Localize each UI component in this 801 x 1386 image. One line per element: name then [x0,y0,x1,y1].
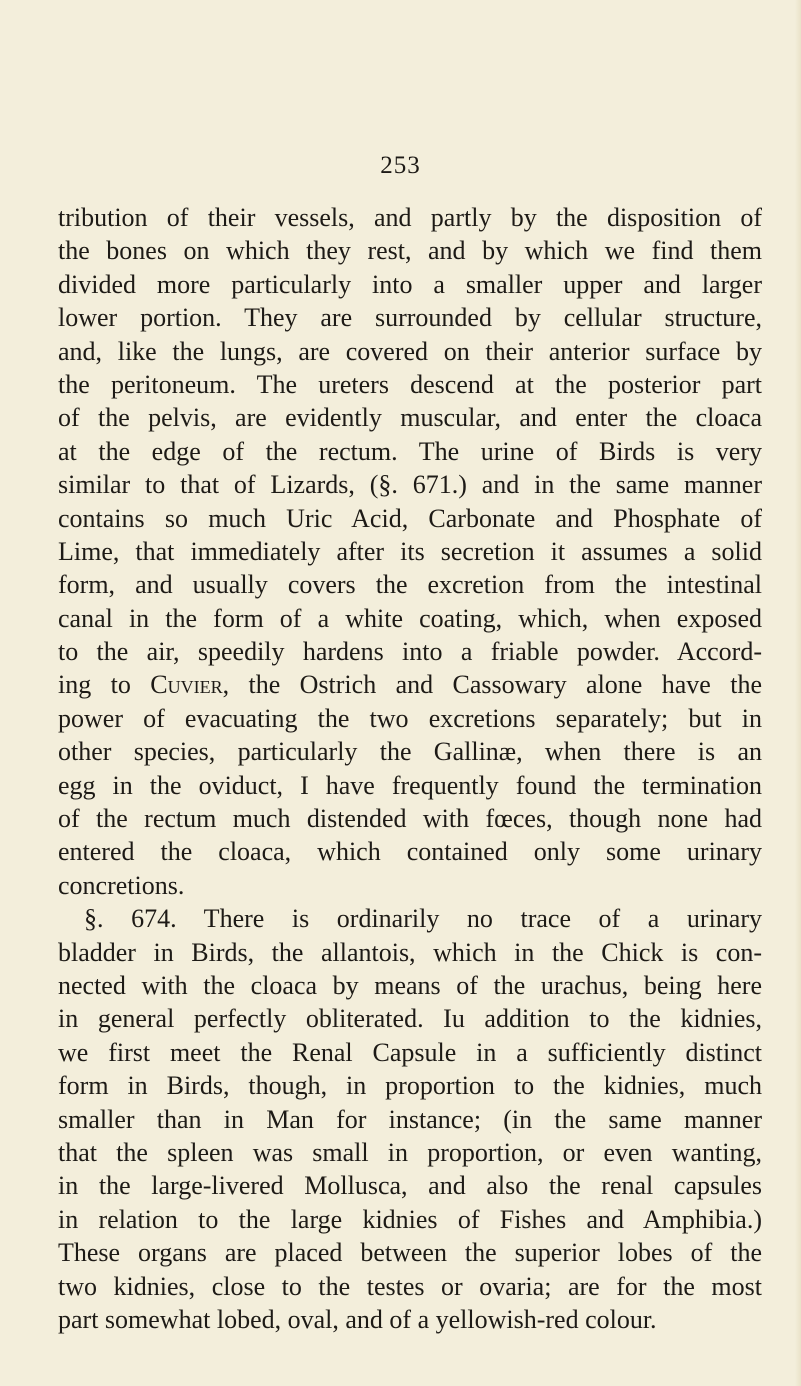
text-line: entered the cloaca, which contained only some urinary [58,837,762,867]
text-line: divided more particularly into a smaller upper and larger [58,269,762,299]
text-line: similar to that of Lizards, (§. 671.) and in the same manner [58,470,762,500]
text-line: smaller than in Man for instance; (in the same manner [58,1104,762,1134]
text-line: tribution of their vessels, and partly by the disposition of [58,203,762,232]
text-line: nected with the cloaca by means of the urachus, being here [58,970,762,1000]
text-line: of the rectum much distended with fœces, though none had [58,804,762,834]
text-line: in the large-livered Mollusca, and also the renal capsules [58,1171,762,1201]
line-suffix: , the Ostrich and Cassowary alone have the [222,670,762,700]
text-line: other species, particularly the Gallinæ, when there is an [58,737,762,767]
text-line: power of evacuating the two excretions separately; but in [58,703,762,733]
text-line: that the spleen was small in proportion, or even wanting, [58,1137,762,1167]
text-line: the bones on which they rest, and by which we find them [58,236,762,266]
author-name-cuvier: Cuvier [150,670,223,700]
text-line: in relation to the large kidnies of Fishes and Amphibia.) [58,1204,762,1234]
text-line: at the edge of the rectum. The urine of Birds is very [58,436,762,466]
text-line-final: part somewhat lobed, oval, and of a yellowish-red colour. [58,1304,657,1334]
text-line: and, like the lungs, are covered on their anterior surface by [58,336,762,366]
body-text [58,201,762,1336]
text-line: in general perfectly obliterated. Iu addition to the kidnies, [58,1004,762,1034]
text-line: These organs are placed between the superior lobes of the [58,1238,762,1268]
text-line: we first meet the Renal Capsule in a sufficiently distinct [58,1037,762,1067]
text-line: Lime, that immediately after its secretion it assumes a solid [58,536,762,566]
text-line: contains so much Uric Acid, Carbonate and Phosphate of [58,503,762,533]
text-line: egg in the oviduct, I have frequently found the termination [58,770,762,800]
page-edge [795,0,801,1386]
text-line: form in Birds, though, in proportion to the kidnies, much [58,1071,762,1101]
line-prefix: ing to [58,670,151,700]
page-number: 253 [380,152,421,179]
text-line: form, and usually covers the excretion from the intestinal [58,570,762,600]
text-line: lower portion. They are surrounded by cellular structure, [58,303,762,333]
text-line: bladder in Birds, the allantois, which in the Chick is con- [58,937,762,967]
text-line-paragraph-end: concretions. [58,870,185,900]
text-line: canal in the form of a white coating, which, when exposed [58,603,762,633]
text-line-section-start: §. 674. There is ordinarily no trace of a urinary [84,904,762,934]
text-line: the peritoneum. The ureters descend at the posterior part [58,369,762,399]
text-line: to the air, speedily hardens into a friable powder. Accord- [58,637,762,667]
text-line-cuvier [58,668,762,701]
text-line: two kidnies, close to the testes or ovaria; are for the most [58,1271,762,1301]
text-line: of the pelvis, are evidently muscular, and enter the cloaca [58,403,762,433]
